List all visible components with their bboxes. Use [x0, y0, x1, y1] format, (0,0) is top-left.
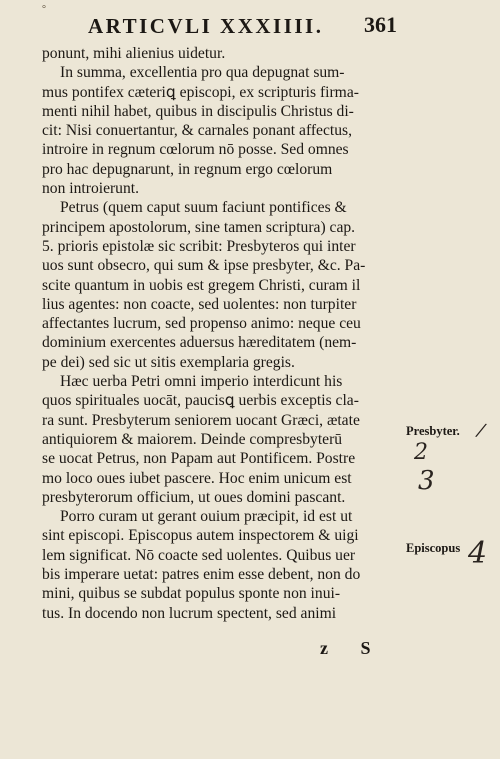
text-line: quos spirituales uocāt, paucisꝗ uerbis exceptis cla- [42, 392, 359, 410]
running-head: ARTICVLI XXXIIII. [88, 14, 324, 38]
text-line: dominium exercentes aduersus hæreditatem (nem- [42, 334, 357, 352]
handwritten-mark-3: 3 [418, 466, 435, 496]
page-number: 361 [364, 12, 397, 37]
text-line: uos sunt obsecro, qui sum & ipse presbyter, &c. Pa- [42, 257, 366, 275]
text-line: mini, quibus se subdat populus sponte non inui- [42, 585, 341, 603]
text-line: mo loco oues iubet pascere. Hoc enim unicum est [42, 469, 352, 487]
text-line: Porro curam ut gerant ouium præcipit, id est ut [60, 508, 353, 526]
text-line: cit: Nisi conuertantur, & carnales ponant affectus, [42, 122, 352, 140]
handwritten-mark-4: 4 [468, 536, 488, 571]
text-line: antiquiorem & maiorem. Deinde compresbyterū [42, 430, 343, 448]
body-text [42, 44, 404, 623]
handwritten-mark-2: 2 [414, 440, 428, 465]
text-line: presbyterorum officium, ut oues domini pascant. [42, 488, 346, 506]
text-line: introire in regnum cœlorum nō posse. Sed omnes [42, 141, 349, 159]
text-line: ra sunt. Presbyterum seniorem uocant Græci, ætate [42, 411, 360, 429]
margin-note-episcopus: Episcopus [406, 541, 461, 555]
text-line: Hæc uerba Petri omni imperio interdicunt his [60, 373, 343, 391]
text-line: affectantes lucrum, sed propenso animo: neque ceu [42, 315, 361, 333]
margin-note-presbyter: Presbyter. [406, 424, 460, 438]
text-line: pro hac depugnarunt, in regnum ergo cœlorum [42, 160, 333, 178]
text-line: tus. In docendo non lucrum spectent, sed animi [42, 604, 337, 622]
text-line: lem significat. Nō coacte sed uolentes. Quibus uer [42, 546, 356, 564]
text-line: pe dei) sed sic ut sitis exemplaria gregis. [42, 353, 295, 371]
text-line: principem apostolorum, sine tamen scriptura) cap. [42, 218, 356, 236]
text-line: In summa, excellentia pro qua depugnat sum- [60, 64, 345, 82]
handwritten-mark-1: / [475, 419, 487, 442]
text-line: ponunt, mihi alienius uidetur. [42, 45, 226, 62]
page-header [0, 4, 500, 44]
text-line: non introierunt. [42, 180, 140, 198]
signature-mark: z S [320, 638, 385, 658]
text-line: 5. prioris epistolæ sic scribit: Presbyteros qui inter [42, 237, 356, 255]
text-line: sint episcopi. Episcopus autem inspectorem & uigi [42, 527, 359, 545]
top-ornament: ° [42, 4, 46, 15]
text-line: lius agentes: non coacte, sed uolentes: non turpiter [42, 295, 357, 313]
text-line: menti nihil habet, quibus in discipulis Christus di- [42, 102, 354, 120]
text-line: bis imperare uetat: patres enim esse debent, non do [42, 566, 361, 584]
text-line: scite quantum in uobis est gregem Christi, curam il [42, 276, 361, 294]
text-line: mus pontifex cæteriꝗ episcopi, ex scripturis firma- [42, 83, 359, 101]
text-line: Petrus (quem caput suum faciunt pontifices & [60, 199, 347, 217]
text-line: se uocat Petrus, non Papam aut Pontificem. Postre [42, 450, 356, 468]
